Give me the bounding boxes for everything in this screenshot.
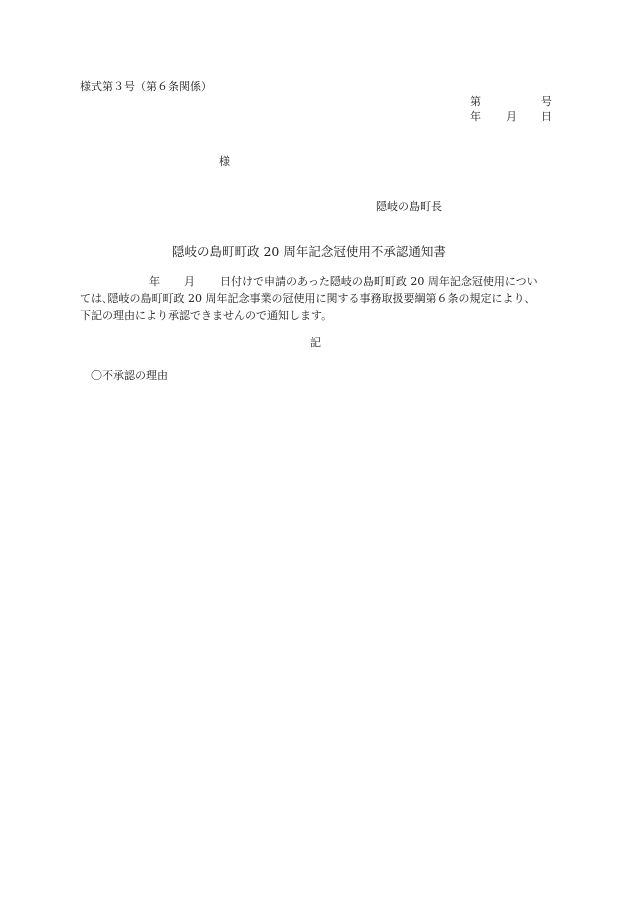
ki-heading: 記 xyxy=(310,336,321,349)
document-title: 隠岐の島町町政 20 周年記念冠使用不承認通知書 xyxy=(172,244,446,259)
document-number-suffix: 号 xyxy=(541,95,552,108)
date-year: 年 xyxy=(470,110,481,123)
date-day: 日 xyxy=(541,110,552,123)
body-line-3-text: 下記の理由により承認できませんので通知します。 xyxy=(80,309,333,322)
document-number-prefix: 第 xyxy=(470,95,481,108)
body-line-3 xyxy=(80,310,550,327)
body-year: 年 xyxy=(149,275,160,288)
body-line-1 xyxy=(80,276,550,293)
body-line-1-text: 日付けで申請のあった隠岐の島町町政 20 周年記念冠使用につい xyxy=(220,275,538,288)
addressee: 様 xyxy=(219,155,230,168)
form-number: 様式第３号（第６条関係） xyxy=(80,80,212,93)
body-line-2 xyxy=(80,293,550,310)
body-line-2-text: ては､隠岐の島町町政 20 周年記念事業の冠使用に関する事務取扱要綱第６条の規定により、 xyxy=(80,292,536,305)
sender: 隠岐の島町長 xyxy=(376,200,442,213)
body-month: 月 xyxy=(184,275,195,288)
date-month: 月 xyxy=(506,110,517,123)
body-text xyxy=(80,276,550,327)
reason-heading: 〇不承認の理由 xyxy=(91,369,168,382)
